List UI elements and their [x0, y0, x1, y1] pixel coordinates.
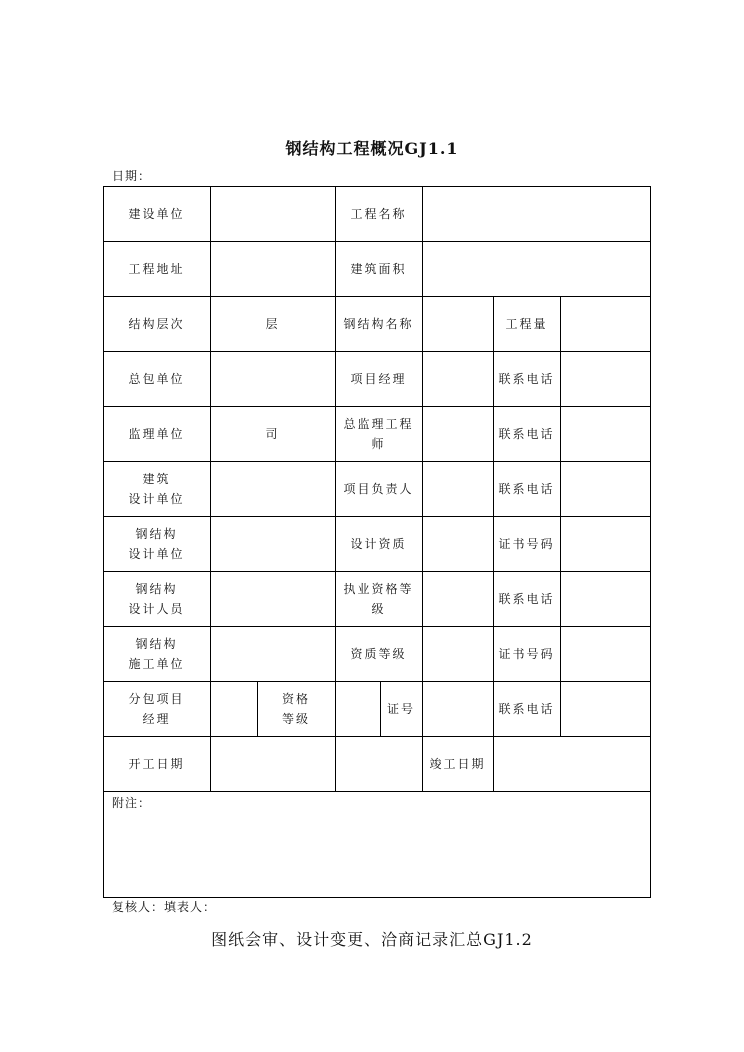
table-cell[interactable]	[210, 516, 335, 571]
notes-label: 附注：	[112, 796, 152, 810]
table-cell[interactable]	[422, 351, 493, 406]
table-cell[interactable]	[335, 681, 380, 736]
date-label: 日期：	[112, 169, 152, 183]
table-cell[interactable]	[422, 681, 493, 736]
table-cell[interactable]	[210, 681, 257, 736]
table-cell[interactable]	[210, 626, 335, 681]
table-cell[interactable]	[422, 406, 493, 461]
table-cell[interactable]	[422, 516, 493, 571]
table-cell: 层	[265, 316, 280, 331]
table-cell[interactable]	[210, 461, 335, 516]
table-cell: 开工日期	[128, 756, 185, 771]
table-cell: 工程名称	[350, 206, 407, 221]
table-cell[interactable]	[560, 516, 650, 571]
table-cell[interactable]	[422, 626, 493, 681]
table-cell: 证书号码	[498, 536, 555, 551]
table-row-line	[103, 791, 650, 792]
table-cell[interactable]	[210, 351, 335, 406]
table-cell: 钢结构 设计单位	[128, 526, 185, 561]
table-cell: 总监理工程 师	[343, 416, 414, 451]
table-cell[interactable]	[335, 736, 422, 791]
table-cell[interactable]	[422, 241, 650, 296]
table-cell: 联系电话	[498, 701, 555, 716]
table-cell: 结构层次	[128, 316, 185, 331]
table-cell: 资质等级	[350, 646, 407, 661]
table-cell[interactable]	[560, 296, 650, 351]
table-cell: 钢结构 施工单位	[128, 636, 185, 671]
table-cell: 联系电话	[498, 426, 555, 441]
table-cell: 分包项目 经理	[128, 691, 185, 726]
table-cell: 设计资质	[350, 536, 407, 551]
table-cell[interactable]	[210, 186, 335, 241]
table-cell: 竣工日期	[429, 756, 486, 771]
next-form-title: 图纸会审、设计变更、洽商记录汇总GJ1.2	[211, 930, 533, 949]
table-cell: 建筑 设计单位	[128, 471, 185, 506]
table-cell[interactable]	[422, 296, 493, 351]
table-cell: 总包单位	[128, 371, 185, 386]
table-cell: 资格 等级	[281, 691, 310, 726]
table-cell[interactable]	[210, 736, 335, 791]
signature-line: 复核人：填表人：	[112, 900, 217, 914]
table-cell: 证号	[386, 701, 415, 716]
table-cell: 钢结构名称	[343, 316, 414, 331]
table-cell: 建筑面积	[350, 261, 407, 276]
table-cell: 司	[265, 426, 280, 441]
table-cell[interactable]	[210, 241, 335, 296]
table-cell: 联系电话	[498, 481, 555, 496]
table-cell[interactable]	[560, 626, 650, 681]
table-cell[interactable]	[493, 736, 650, 791]
form-title: 钢结构工程概况GJ1.1	[285, 139, 459, 158]
table-cell: 联系电话	[498, 591, 555, 606]
table-cell[interactable]	[422, 186, 650, 241]
table-cell: 证书号码	[498, 646, 555, 661]
table-cell: 项目负责人	[343, 481, 414, 496]
table-cell: 联系电话	[498, 371, 555, 386]
table-cell[interactable]	[560, 571, 650, 626]
table-cell[interactable]	[560, 406, 650, 461]
table-cell: 钢结构 设计人员	[128, 581, 185, 616]
table-cell[interactable]	[210, 571, 335, 626]
table-cell: 工程地址	[128, 261, 185, 276]
table-border-right	[650, 186, 651, 897]
table-cell[interactable]	[560, 351, 650, 406]
table-cell: 建设单位	[128, 206, 185, 221]
table-cell[interactable]	[422, 461, 493, 516]
table-cell: 监理单位	[128, 426, 185, 441]
table-cell: 工程量	[505, 316, 548, 331]
table-cell[interactable]	[560, 681, 650, 736]
table-cell[interactable]	[422, 571, 493, 626]
table-cell: 执业资格等 级	[343, 581, 414, 616]
table-cell: 项目经理	[350, 371, 407, 386]
table-cell[interactable]	[560, 461, 650, 516]
